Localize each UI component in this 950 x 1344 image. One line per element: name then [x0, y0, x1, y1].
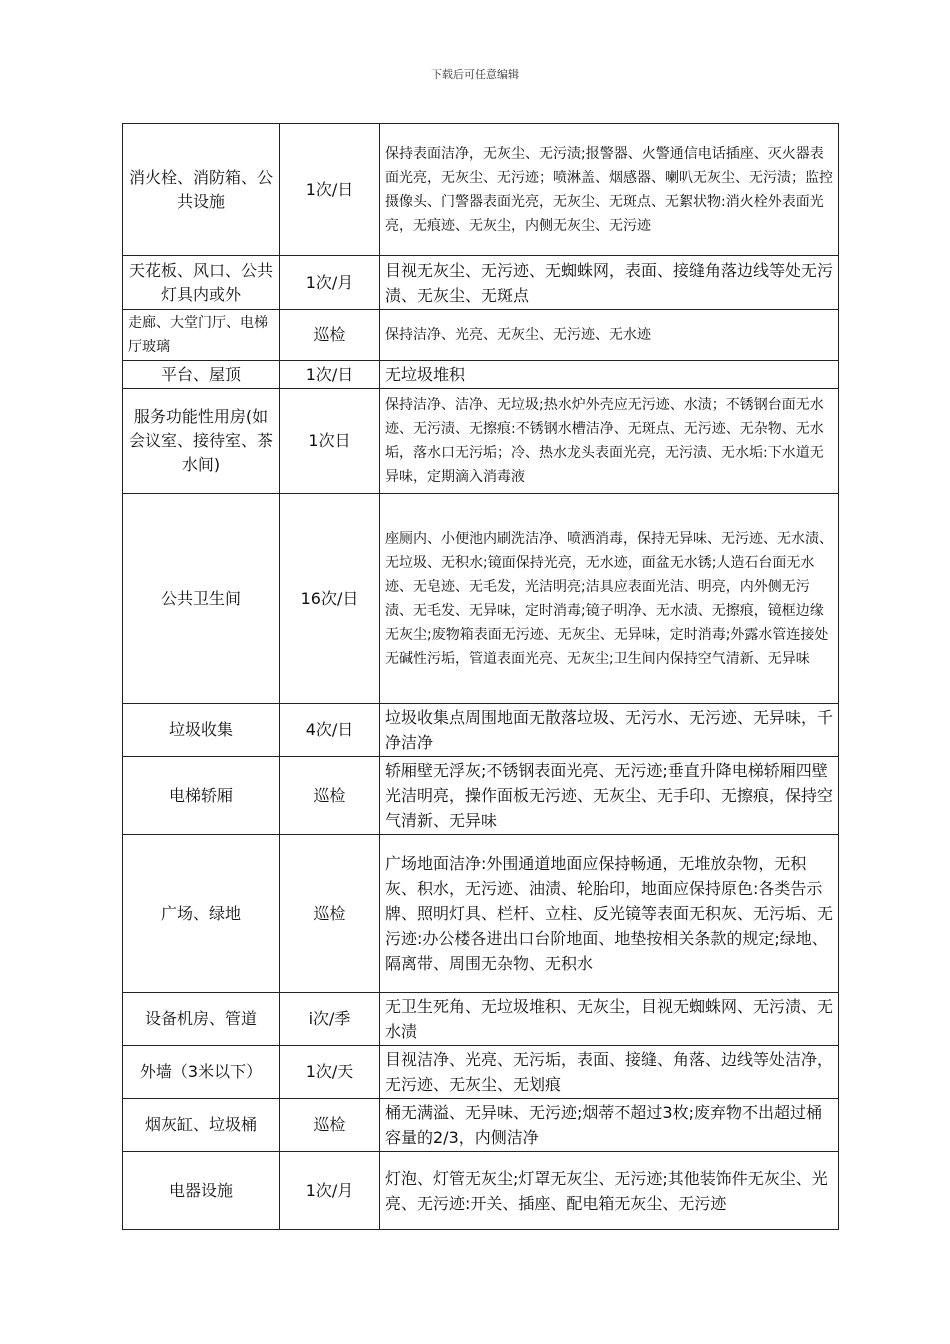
standard-cell: 桶无满溢、无异味、无污迹;烟蒂不超过3枚;废弃物不出超过桶容量的2/3，内侧洁净 [380, 1099, 839, 1152]
frequency-cell: 巡检 [280, 310, 380, 361]
frequency-cell: 巡检 [280, 835, 380, 993]
standard-cell: 无垃圾堆积 [380, 361, 839, 389]
area-cell: 设备机房、管道 [123, 993, 280, 1046]
frequency-cell: 1次/天 [280, 1046, 380, 1099]
table-row [123, 124, 839, 256]
standard-cell: 垃圾收集点周围地面无散落垃圾、无污水、无污迹、无异味，千净洁净 [380, 704, 839, 757]
standard-cell: 目视洁净、光亮、无污垢，表面、接缝、角落、边线等处洁净，无污迹、无灰尘、无划痕 [380, 1046, 839, 1099]
standard-cell: 座厕内、小便池内刷洗洁净、喷洒消毒，保持无异味、无污迹、无水渍、无垃圾、无积水;镜面保持光亮，无水迹，面盆无水锈;人造石台面无水迹、无皂迹、无毛发，光洁明亮;洁具应表面光洁、明亮，内外侧无污渍、无毛发、无异味，定时消毒;镜子明净、无水渍、无擦痕，镜框边缘无灰尘;废物箱表面无污迹、无灰尘、无异味，定时消毒;外露水管连接处无碱性污垢，管道表面光亮、无灰尘;卫生间内保持空气清新、无异味 [380, 494, 839, 704]
standard-cell: 保持洁净、光亮、无灰尘、无污迹、无水迹 [380, 310, 839, 361]
table-row [123, 993, 839, 1046]
frequency-cell: 16次/日 [280, 494, 380, 704]
standard-cell: 保持表面洁净，无灰尘、无污渍;报警器、火警通信电话插座、灭火器表面光亮，无灰尘、无污迹；喷淋盖、烟感器、喇叭无灰尘、无污渍；监控摄像头、门警器表面光亮，无灰尘、无斑点、无絮状物:消火栓外表面光亮，无痕迹、无灰尘，内侧无灰尘、无污迹 [380, 124, 839, 256]
frequency-cell: 4次/日 [280, 704, 380, 757]
frequency-cell: 巡检 [280, 757, 380, 835]
area-cell: 垃圾收集 [123, 704, 280, 757]
table-row [123, 1152, 839, 1230]
area-cell: 电梯轿厢 [123, 757, 280, 835]
table-row [123, 361, 839, 389]
frequency-cell: 1次/月 [280, 256, 380, 310]
area-cell: 烟灰缸、垃圾桶 [123, 1099, 280, 1152]
area-cell: 天花板、风口、公共灯具内或外 [123, 256, 280, 310]
area-cell: 电器设施 [123, 1152, 280, 1230]
table-row [123, 310, 839, 361]
table-row [123, 389, 839, 494]
table-row [123, 757, 839, 835]
frequency-cell: 1次/月 [280, 1152, 380, 1230]
standard-cell: 保持洁净、洁净、无垃圾;热水炉外壳应无污迹、水渍；不锈钢台面无水迹、无污渍、无擦痕:不锈钢水槽洁净、无斑点、无污迹、无杂物、无水垢，落水口无污垢；冷、热水龙头表面光亮，无污渍、无水垢:下水道无异味，定期滴入消毒液 [380, 389, 839, 494]
table-row [123, 1099, 839, 1152]
table-row [123, 1046, 839, 1099]
page-header: 下载后可任意编辑 [431, 68, 519, 81]
standard-cell: 灯泡、灯管无灰尘;灯罩无灰尘、无污迹;其他装饰件无灰尘、光亮、无污迹:开关、插座、配电箱无灰尘、无污迹 [380, 1152, 839, 1230]
area-cell: 平台、屋顶 [123, 361, 280, 389]
frequency-cell: 1次/日 [280, 361, 380, 389]
table-row [123, 835, 839, 993]
area-cell: 消火栓、消防箱、公共设施 [123, 124, 280, 256]
area-cell: 外墙（3米以下） [123, 1046, 280, 1099]
area-cell: 广场、绿地 [123, 835, 280, 993]
area-cell: 公共卫生间 [123, 494, 280, 704]
frequency-cell: 1次/日 [280, 124, 380, 256]
area-cell: 服务功能性用房(如会议室、接待室、茶水间) [123, 389, 280, 494]
table-row [123, 256, 839, 310]
frequency-cell: 1次日 [280, 389, 380, 494]
standard-cell: 广场地面洁净:外围通道地面应保持畅通，无堆放杂物，无积灰、积水，无污迹、油渍、轮胎印，地面应保持原色:各类告示牌、照明灯具、栏杆、立柱、反光镜等表面无积灰、无污垢、无污迹:办公楼各进出口台阶地面、地垫按相关条款的规定;绿地、隔离带、周围无杂物、无积水 [380, 835, 839, 993]
standard-cell: 无卫生死角、无垃圾堆积、无灰尘，目视无蜘蛛网、无污渍、无水渍 [380, 993, 839, 1046]
table-row [123, 494, 839, 704]
standard-cell: 目视无灰尘、无污迹、无蜘蛛网，表面、接缝角落边线等处无污渍、无灰尘、无斑点 [380, 256, 839, 310]
area-cell: 走廊、大堂门厅、电梯厅玻璃 [123, 310, 280, 361]
frequency-cell: 巡检 [280, 1099, 380, 1152]
standard-cell: 轿厢壁无浮灰;不锈钢表面光亮、无污迹;垂直升降电梯轿厢四壁光洁明亮，操作面板无污迹、无灰尘、无手印、无擦痕，保持空气清新、无异味 [380, 757, 839, 835]
frequency-cell: i次/季 [280, 993, 380, 1046]
table-row [123, 704, 839, 757]
cleaning-standards-table [122, 123, 839, 1230]
